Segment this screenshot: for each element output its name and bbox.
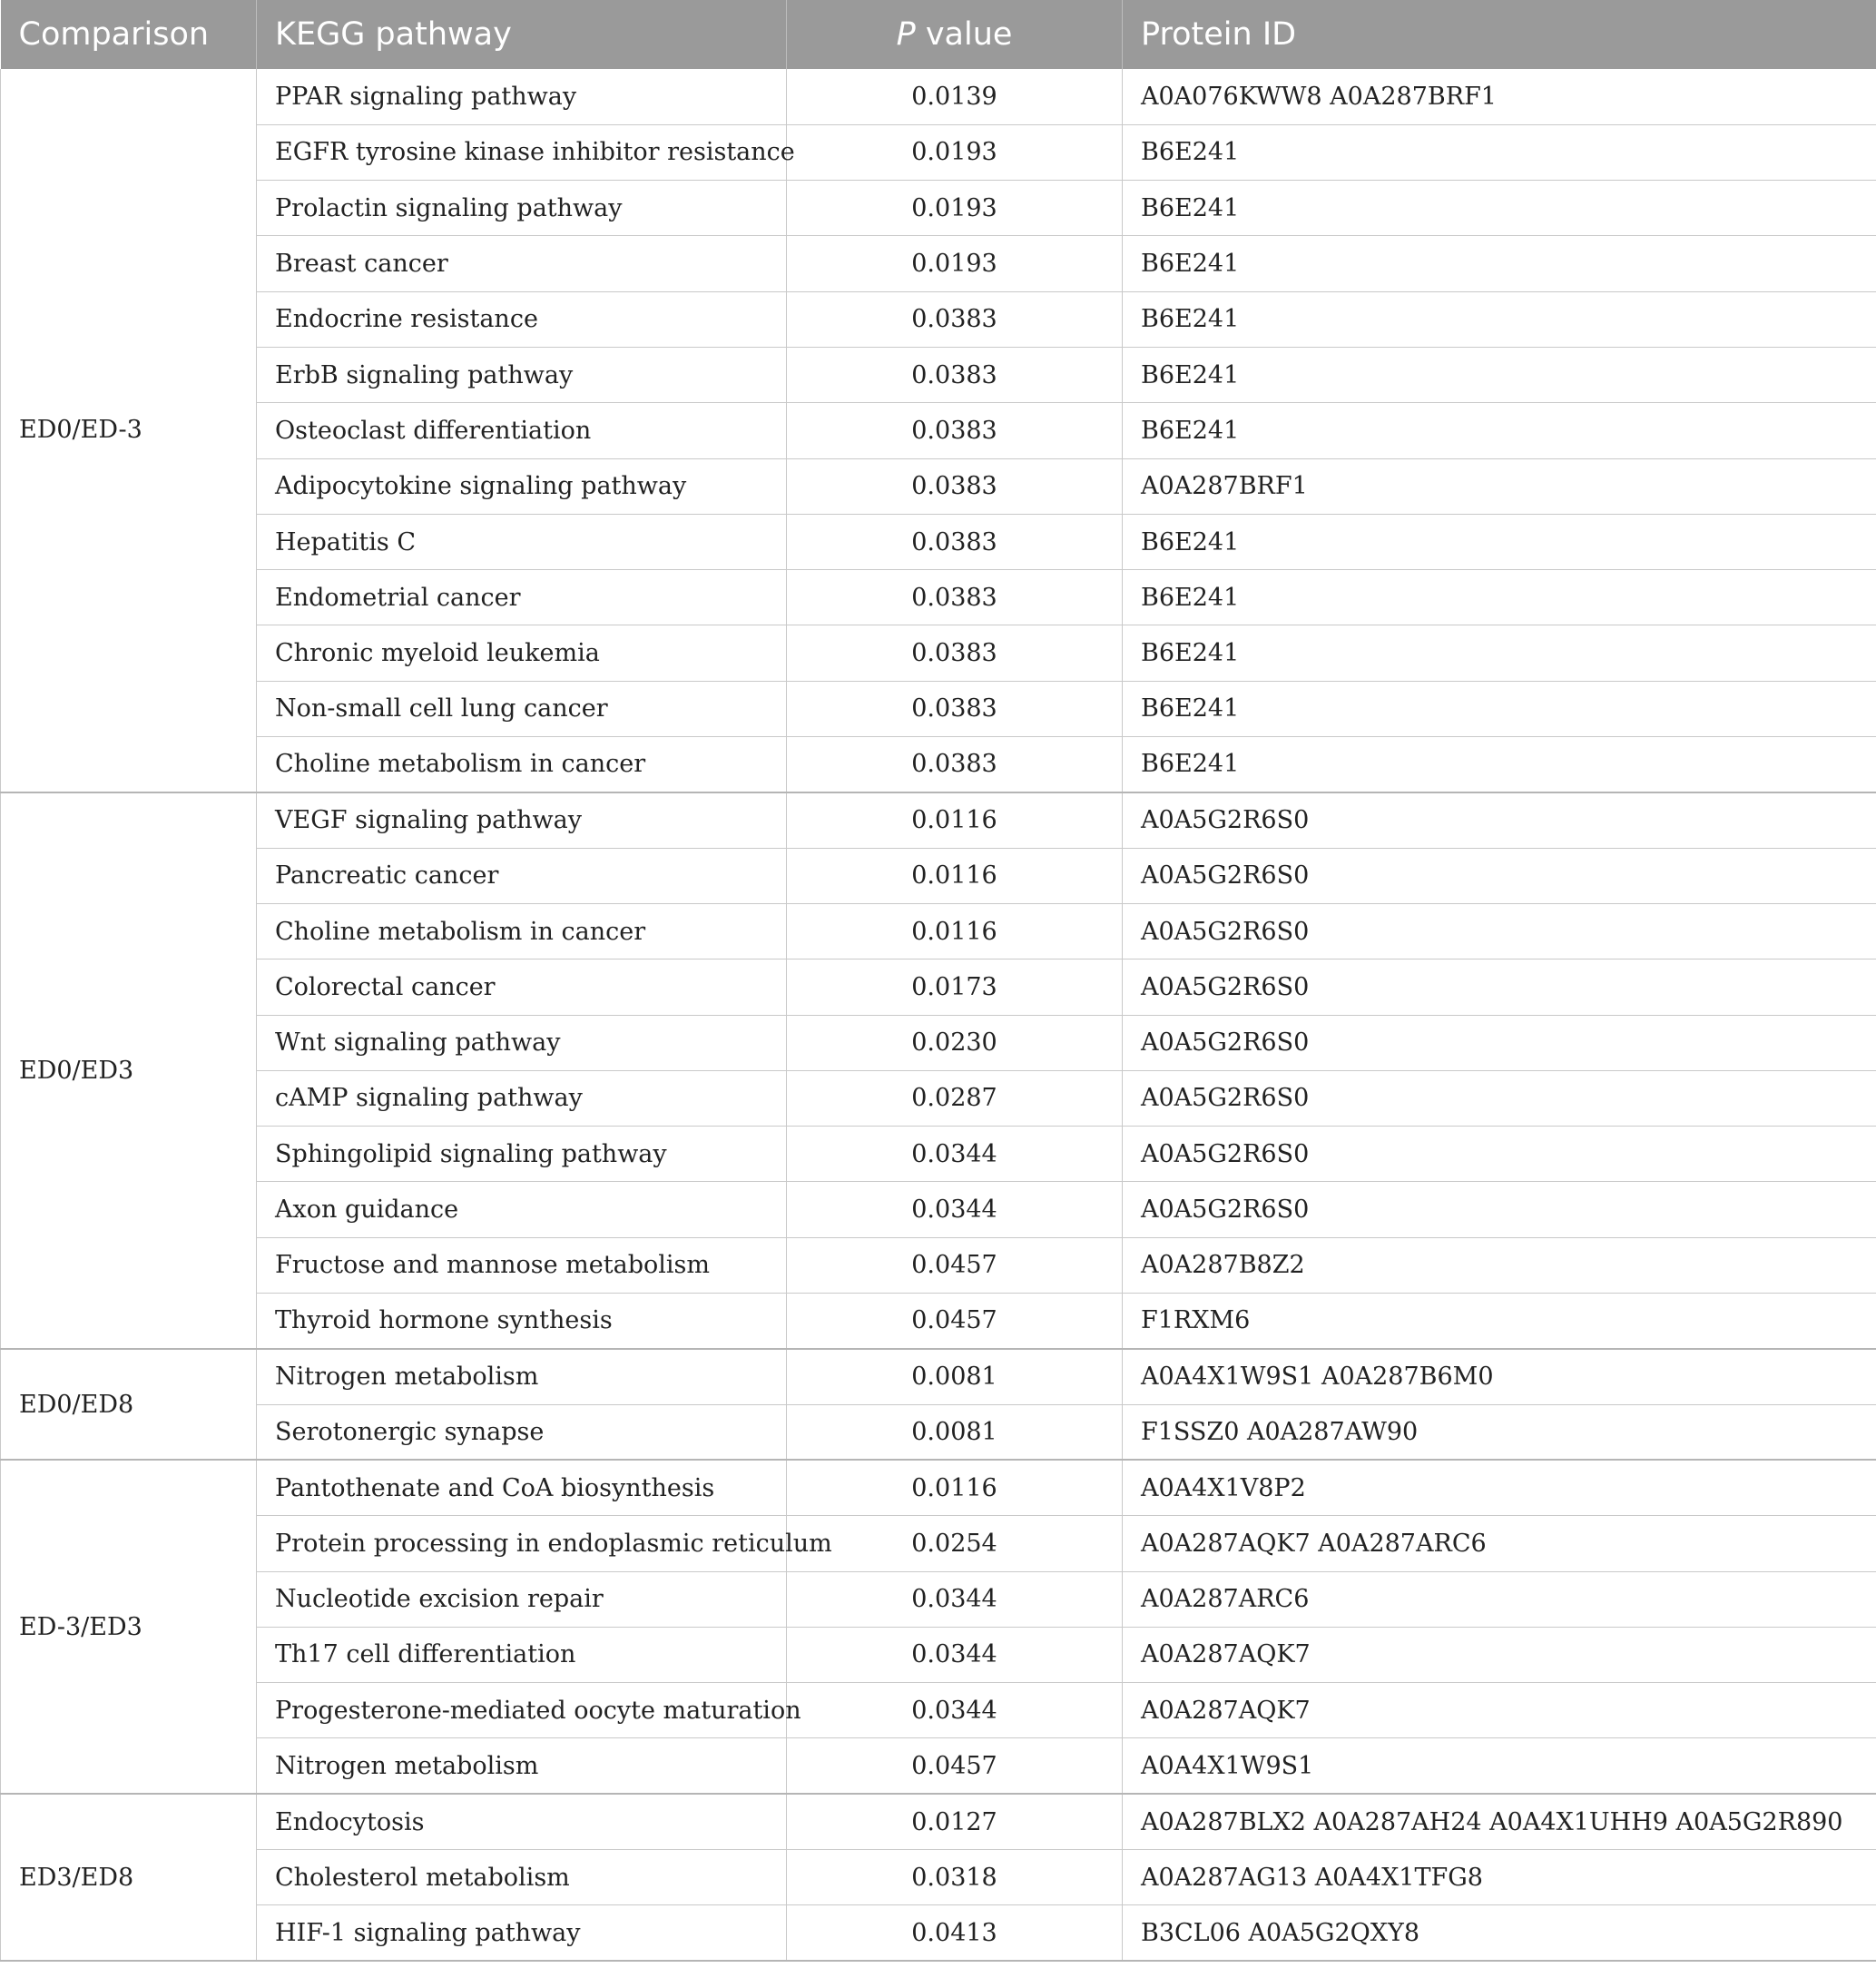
protein-id-cell: A0A287AQK7: [1123, 1627, 1876, 1682]
table-row: [1, 403, 1876, 458]
comparison-cell: ED0/ED8: [1, 1349, 257, 1461]
pathway-cell: HIF-1 signaling pathway: [257, 1905, 787, 1961]
protein-id-cell: B6E241: [1123, 737, 1876, 792]
pathway-cell: Nucleotide excision repair: [257, 1571, 787, 1627]
table-row: [1, 1237, 1876, 1293]
pathway-cell: Fructose and mannose metabolism: [257, 1237, 787, 1293]
pathway-cell: Chronic myeloid leukemia: [257, 625, 787, 681]
protein-id-cell: A0A076KWW8 A0A287BRF1: [1123, 69, 1876, 124]
table-row: [1, 236, 1876, 291]
pathway-cell: Colorectal cancer: [257, 959, 787, 1015]
pathway-cell: Prolactin signaling pathway: [257, 181, 787, 236]
table-row: [1, 1294, 1876, 1349]
table-row: [1, 1182, 1876, 1237]
table-row: [1, 625, 1876, 681]
protein-id-cell: A0A4X1V8P2: [1123, 1460, 1876, 1515]
comparison-cell: ED3/ED8: [1, 1794, 257, 1961]
table-row: [1, 1127, 1876, 1182]
header-protein-id: Protein ID: [1123, 0, 1876, 69]
table-row: [1, 1571, 1876, 1627]
protein-id-cell: F1SSZ0 A0A287AW90: [1123, 1404, 1876, 1460]
p-value-cell: 0.0230: [787, 1015, 1123, 1070]
pathway-cell: Endocytosis: [257, 1794, 787, 1849]
p-value-cell: 0.0344: [787, 1683, 1123, 1738]
p-value-cell: 0.0081: [787, 1349, 1123, 1404]
protein-id-cell: A0A5G2R6S0: [1123, 1015, 1876, 1070]
protein-id-cell: A0A5G2R6S0: [1123, 903, 1876, 959]
pathway-cell: Endometrial cancer: [257, 570, 787, 625]
protein-id-cell: B6E241: [1123, 181, 1876, 236]
p-value-cell: 0.0383: [787, 681, 1123, 736]
pathway-cell: Wnt signaling pathway: [257, 1015, 787, 1070]
table-row: [1, 570, 1876, 625]
pathway-cell: Pantothenate and CoA biosynthesis: [257, 1460, 787, 1515]
pathway-cell: Nitrogen metabolism: [257, 1349, 787, 1404]
p-value-cell: 0.0383: [787, 625, 1123, 681]
comparison-cell: ED0/ED-3: [1, 69, 257, 792]
comparison-cell: ED-3/ED3: [1, 1460, 257, 1794]
protein-id-cell: B6E241: [1123, 681, 1876, 736]
protein-id-cell: A0A5G2R6S0: [1123, 1070, 1876, 1126]
p-value-cell: 0.0383: [787, 458, 1123, 514]
protein-id-cell: A0A5G2R6S0: [1123, 848, 1876, 903]
p-value-cell: 0.0116: [787, 848, 1123, 903]
p-value-cell: 0.0081: [787, 1404, 1123, 1460]
protein-id-cell: B6E241: [1123, 625, 1876, 681]
pathway-cell: Serotonergic synapse: [257, 1404, 787, 1460]
protein-id-cell: A0A287ARC6: [1123, 1571, 1876, 1627]
p-value-cell: 0.0457: [787, 1738, 1123, 1794]
table-row: [1, 737, 1876, 792]
table-row: [1, 1683, 1876, 1738]
p-value-cell: 0.0383: [787, 570, 1123, 625]
pathway-cell: PPAR signaling pathway: [257, 69, 787, 124]
pathway-cell: Axon guidance: [257, 1182, 787, 1237]
protein-id-cell: B6E241: [1123, 347, 1876, 402]
pathway-cell: Adipocytokine signaling pathway: [257, 458, 787, 514]
protein-id-cell: B6E241: [1123, 124, 1876, 180]
p-value-cell: 0.0116: [787, 792, 1123, 848]
protein-id-cell: A0A287BLX2 A0A287AH24 A0A4X1UHH9 A0A5G2R890: [1123, 1794, 1876, 1849]
table-header: [1, 0, 1876, 69]
p-value-cell: 0.0413: [787, 1905, 1123, 1961]
pathway-cell: Protein processing in endoplasmic reticulum: [257, 1516, 787, 1571]
protein-id-cell: A0A5G2R6S0: [1123, 792, 1876, 848]
table-row: [1, 1627, 1876, 1682]
p-value-cell: 0.0344: [787, 1127, 1123, 1182]
protein-id-cell: A0A287AQK7 A0A287ARC6: [1123, 1516, 1876, 1571]
header-comparison: Comparison: [1, 0, 257, 69]
protein-id-cell: A0A5G2R6S0: [1123, 1127, 1876, 1182]
comparison-cell: ED0/ED3: [1, 792, 257, 1349]
pathway-cell: Progesterone-mediated oocyte maturation: [257, 1683, 787, 1738]
table-row: [1, 458, 1876, 514]
pathway-cell: Hepatitis C: [257, 514, 787, 569]
table-row: [1, 959, 1876, 1015]
p-value-cell: 0.0383: [787, 737, 1123, 792]
table-row: [1, 792, 1876, 848]
table-row: [1, 1404, 1876, 1460]
pathway-cell: EGFR tyrosine kinase inhibitor resistance: [257, 124, 787, 180]
p-value-cell: 0.0457: [787, 1294, 1123, 1349]
p-value-cell: 0.0287: [787, 1070, 1123, 1126]
pathway-cell: Sphingolipid signaling pathway: [257, 1127, 787, 1182]
p-value-cell: 0.0344: [787, 1182, 1123, 1237]
protein-id-cell: B3CL06 A0A5G2QXY8: [1123, 1905, 1876, 1961]
table-row: [1, 848, 1876, 903]
header-p-rest: value: [915, 16, 1013, 53]
table-row: [1, 1738, 1876, 1794]
p-value-cell: 0.0383: [787, 514, 1123, 569]
protein-id-cell: A0A287AQK7: [1123, 1683, 1876, 1738]
p-value-cell: 0.0173: [787, 959, 1123, 1015]
table-row: [1, 347, 1876, 402]
table-row: [1, 181, 1876, 236]
pathway-cell: Osteoclast differentiation: [257, 403, 787, 458]
protein-id-cell: A0A5G2R6S0: [1123, 1182, 1876, 1237]
protein-id-cell: B6E241: [1123, 291, 1876, 347]
p-value-cell: 0.0139: [787, 69, 1123, 124]
protein-id-cell: A0A287B8Z2: [1123, 1237, 1876, 1293]
p-value-cell: 0.0193: [787, 181, 1123, 236]
protein-id-cell: B6E241: [1123, 236, 1876, 291]
pathway-cell: Endocrine resistance: [257, 291, 787, 347]
pathway-cell: Nitrogen metabolism: [257, 1738, 787, 1794]
protein-id-cell: A0A5G2R6S0: [1123, 959, 1876, 1015]
pathway-cell: ErbB signaling pathway: [257, 347, 787, 402]
protein-id-cell: B6E241: [1123, 514, 1876, 569]
pathway-cell: Non-small cell lung cancer: [257, 681, 787, 736]
p-value-cell: 0.0193: [787, 236, 1123, 291]
protein-id-cell: A0A4X1W9S1 A0A287B6M0: [1123, 1349, 1876, 1404]
p-value-cell: 0.0116: [787, 903, 1123, 959]
p-value-cell: 0.0344: [787, 1571, 1123, 1627]
p-value-cell: 0.0344: [787, 1627, 1123, 1682]
pathway-cell: Thyroid hormone synthesis: [257, 1294, 787, 1349]
table-body: [1, 69, 1876, 1961]
table-row: [1, 1015, 1876, 1070]
table-row: [1, 291, 1876, 347]
header-row: [1, 0, 1876, 69]
pathway-cell: Breast cancer: [257, 236, 787, 291]
header-p-value: [787, 0, 1123, 69]
p-value-cell: 0.0318: [787, 1850, 1123, 1905]
pathway-cell: Choline metabolism in cancer: [257, 737, 787, 792]
pathway-cell: cAMP signaling pathway: [257, 1070, 787, 1126]
header-p-italic: P: [896, 16, 916, 53]
header-kegg-pathway: KEGG pathway: [257, 0, 787, 69]
protein-id-cell: B6E241: [1123, 403, 1876, 458]
p-value-cell: 0.0383: [787, 403, 1123, 458]
table-row: [1, 1850, 1876, 1905]
pathway-cell: Th17 cell differentiation: [257, 1627, 787, 1682]
table-row: [1, 1070, 1876, 1126]
protein-id-cell: F1RXM6: [1123, 1294, 1876, 1349]
p-value-cell: 0.0254: [787, 1516, 1123, 1571]
pathway-cell: VEGF signaling pathway: [257, 792, 787, 848]
p-value-cell: 0.0457: [787, 1237, 1123, 1293]
table-row: [1, 681, 1876, 736]
table-row: [1, 903, 1876, 959]
table-row: [1, 124, 1876, 180]
p-value-cell: 0.0383: [787, 347, 1123, 402]
table-row: [1, 1349, 1876, 1404]
table-row: [1, 69, 1876, 124]
table-row: [1, 1794, 1876, 1849]
protein-id-cell: A0A287AG13 A0A4X1TFG8: [1123, 1850, 1876, 1905]
table-row: [1, 1516, 1876, 1571]
protein-id-cell: A0A4X1W9S1: [1123, 1738, 1876, 1794]
pathway-cell: Cholesterol metabolism: [257, 1850, 787, 1905]
table-row: [1, 1460, 1876, 1515]
table-row: [1, 514, 1876, 569]
protein-id-cell: B6E241: [1123, 570, 1876, 625]
p-value-cell: 0.0127: [787, 1794, 1123, 1849]
p-value-cell: 0.0383: [787, 291, 1123, 347]
pathway-cell: Pancreatic cancer: [257, 848, 787, 903]
protein-id-cell: A0A287BRF1: [1123, 458, 1876, 514]
table-row: [1, 1905, 1876, 1961]
pathway-cell: Choline metabolism in cancer: [257, 903, 787, 959]
p-value-cell: 0.0193: [787, 124, 1123, 180]
p-value-cell: 0.0116: [787, 1460, 1123, 1515]
